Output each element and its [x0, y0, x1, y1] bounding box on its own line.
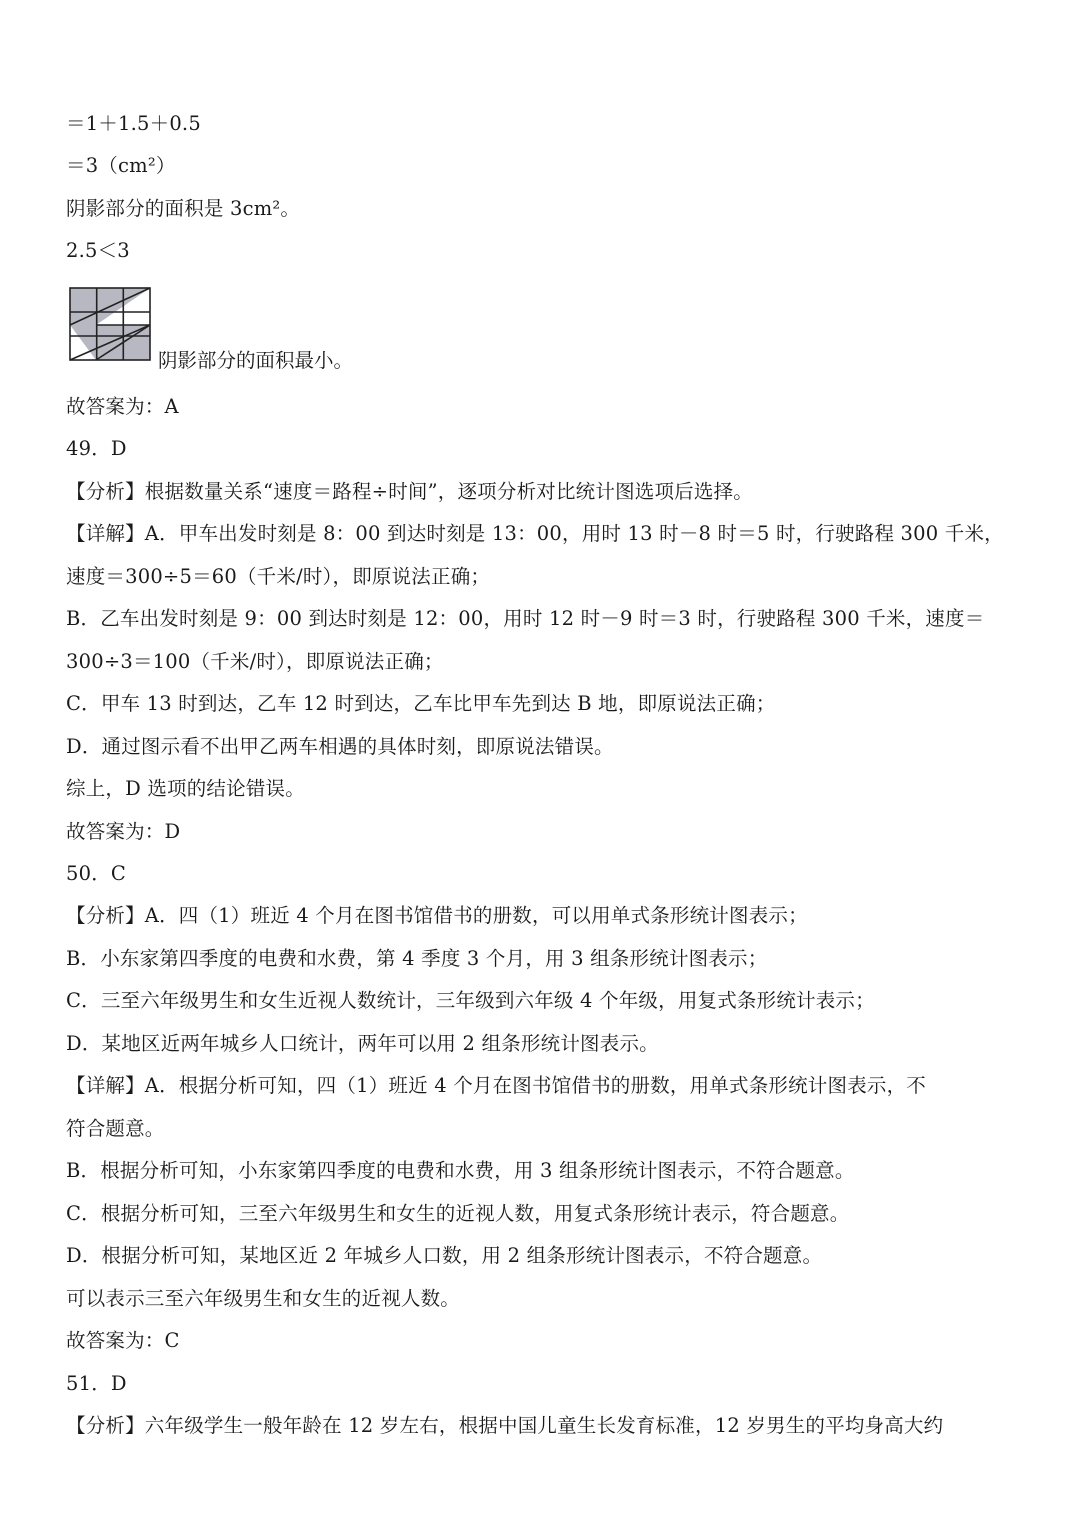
q50-detail-d: D．根据分析可知，某地区近 2 年城乡人口数，用 2 组条形统计图表示，不符合题意。: [66, 1244, 823, 1267]
q50-detail-a2: 符合题意。: [66, 1117, 165, 1140]
calc-line-2: ＝3（cm²）: [66, 154, 176, 177]
answer-line-c: 故答案为：C: [66, 1329, 180, 1352]
comparison-line: 2.5＜3: [66, 239, 130, 262]
q49-detail-a2: 速度＝300÷5＝60（千米/时），即原说法正确；: [66, 565, 491, 588]
grid-diagram: [66, 284, 154, 364]
q49-detail-b2: 300÷3＝100（千米/时），即原说法正确；: [66, 650, 444, 673]
q49-detail-c: C．甲车 13 时到达，乙车 12 时到达，乙车比甲车先到达 B 地，即原说法正确；: [66, 692, 776, 715]
answer-line-a: 故答案为：A: [66, 395, 179, 418]
q49-detail-a1: 【详解】A．甲车出发时刻是 8：00 到达时刻是 13：00，用时 13 时－8 时＝5 时，行驶路程 300 千米，: [66, 522, 1004, 545]
shaded-grid-figure: [66, 284, 666, 372]
q50-analysis-a: 【分析】A．四（1）班近 4 个月在图书馆借书的册数，可以用单式条形统计图表示；: [66, 904, 808, 927]
result-statement: 阴影部分的面积是 3cm²。: [66, 197, 301, 220]
question-51-heading: 51．D: [66, 1372, 127, 1395]
q49-summary: 综上，D 选项的结论错误。: [66, 777, 305, 800]
q50-summary: 可以表示三至六年级男生和女生的近视人数。: [66, 1287, 461, 1310]
calc-line-1: ＝1＋1.5＋0.5: [66, 112, 201, 135]
q50-analysis-c: C．三至六年级男生和女生近视人数统计，三年级到六年级 4 个年级，用复式条形统计表示；: [66, 989, 875, 1012]
q50-detail-b: B．根据分析可知，小东家第四季度的电费和水费，用 3 组条形统计图表示，不符合题意。: [66, 1159, 855, 1182]
q51-analysis: 【分析】六年级学生一般年龄在 12 岁左右，根据中国儿童生长发育标准，12 岁男生的平均身高大约: [66, 1414, 944, 1437]
q49-analysis: 【分析】根据数量关系“速度＝路程÷时间”，逐项分析对比统计图选项后选择。: [66, 480, 753, 503]
q49-detail-b1: B．乙车出发时刻是 9：00 到达时刻是 12：00，用时 12 时－9 时＝3 时，行驶路程 300 千米，速度＝: [66, 607, 985, 630]
q50-detail-a1: 【详解】A．根据分析可知，四（1）班近 4 个月在图书馆借书的册数，用单式条形统计图表示，不: [66, 1074, 926, 1097]
question-50-heading: 50．C: [66, 862, 127, 885]
q50-analysis-d: D．某地区近两年城乡人口统计，两年可以用 2 组条形统计图表示。: [66, 1032, 659, 1055]
figure-caption: 阴影部分的面积最小。: [158, 349, 354, 372]
q50-analysis-b: B．小东家第四季度的电费和水费，第 4 季度 3 个月，用 3 组条形统计图表示；: [66, 947, 768, 970]
q49-detail-d: D．通过图示看不出甲乙两车相遇的具体时刻，即原说法错误。: [66, 735, 614, 758]
question-49-heading: 49．D: [66, 437, 127, 460]
q50-detail-c: C．根据分析可知，三至六年级男生和女生的近视人数，用复式条形统计表示，符合题意。: [66, 1202, 850, 1225]
answer-line-d: 故答案为：D: [66, 820, 181, 843]
